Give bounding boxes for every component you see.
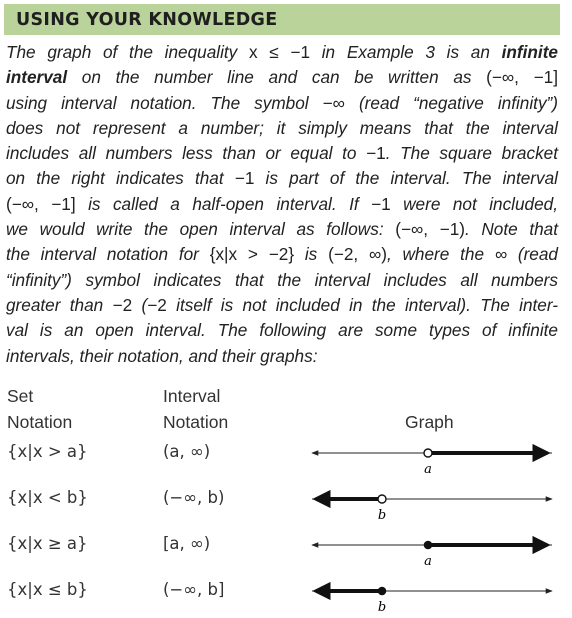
paragraph-line: greater than −2 (−2 itself is not included in the interval). The inter- (6, 294, 558, 315)
graph-header: Graph (405, 412, 454, 432)
paragraph-line: using interval notation. The symbol −∞ (read “negative infinity”) (6, 92, 558, 113)
explanation-paragraph (6, 40, 558, 369)
set-notation-header-line2: Notation (7, 412, 73, 432)
paragraph-line: on the right indicates that −1 is part of the interval. The interval (6, 168, 559, 189)
point-label: b (377, 600, 387, 615)
interval-notation-header-line1: Interval (163, 386, 221, 406)
paragraph-line: we would write the open interval as follows: (−∞, −1). Note that (6, 219, 558, 240)
set-notation-cell: {x|x > a} (7, 442, 88, 461)
open-endpoint (378, 495, 386, 503)
point-label: a (424, 462, 432, 477)
paragraph-line: The graph of the inequality x ≤ −1 in Example 3 is an infinite (6, 42, 558, 62)
interval-notation-header-line2: Notation (163, 412, 229, 432)
number-line-row-2 (312, 495, 552, 523)
paragraph-line: intervals, their notation, and their graphs: (6, 345, 318, 366)
paragraph-line: the interval notation for {x|x > −2} is (−2, ∞), where the ∞ (read (6, 244, 558, 265)
set-notation-cell: {x|x < b} (7, 488, 88, 507)
point-label: a (424, 554, 432, 569)
paragraph-line: does not represent a number; it simply means that the interval (6, 117, 558, 138)
closed-endpoint (378, 587, 387, 596)
set-notation-cell: {x|x ≥ a} (7, 534, 88, 553)
set-notation-header-line1: Set (7, 386, 34, 406)
interval-notation-cell: (a, ∞) (163, 442, 211, 461)
closed-endpoint (424, 541, 433, 550)
number-line-row-4 (312, 587, 552, 615)
paragraph-line: val is an open interval. The following are some types of infinite (6, 320, 558, 341)
interval-notation-cell: (−∞, b] (163, 580, 225, 599)
interval-notation-cell: (−∞, b) (163, 488, 225, 507)
set-notation-cell: {x|x ≤ b} (7, 580, 88, 599)
open-endpoint (424, 449, 432, 457)
number-line-row-1 (312, 449, 552, 477)
point-label: b (377, 508, 387, 523)
paragraph-line: (−∞, −1] is called a half-open interval. If −1 were not included, (6, 193, 558, 214)
section-title: USING YOUR KNOWLEDGE (16, 9, 278, 30)
number-line-row-3 (312, 541, 552, 569)
interval-graphs (300, 430, 566, 618)
interval-notation-cell: [a, ∞) (163, 534, 211, 553)
paragraph-line: interval on the number line and can be written as (−∞, −1] (6, 67, 559, 88)
paragraph-line: includes all numbers less than or equal to −1. The square bracket (6, 143, 559, 164)
section-header (4, 4, 560, 35)
paragraph-line: “infinity”) symbol indicates that the interval includes all numbers (6, 269, 558, 290)
